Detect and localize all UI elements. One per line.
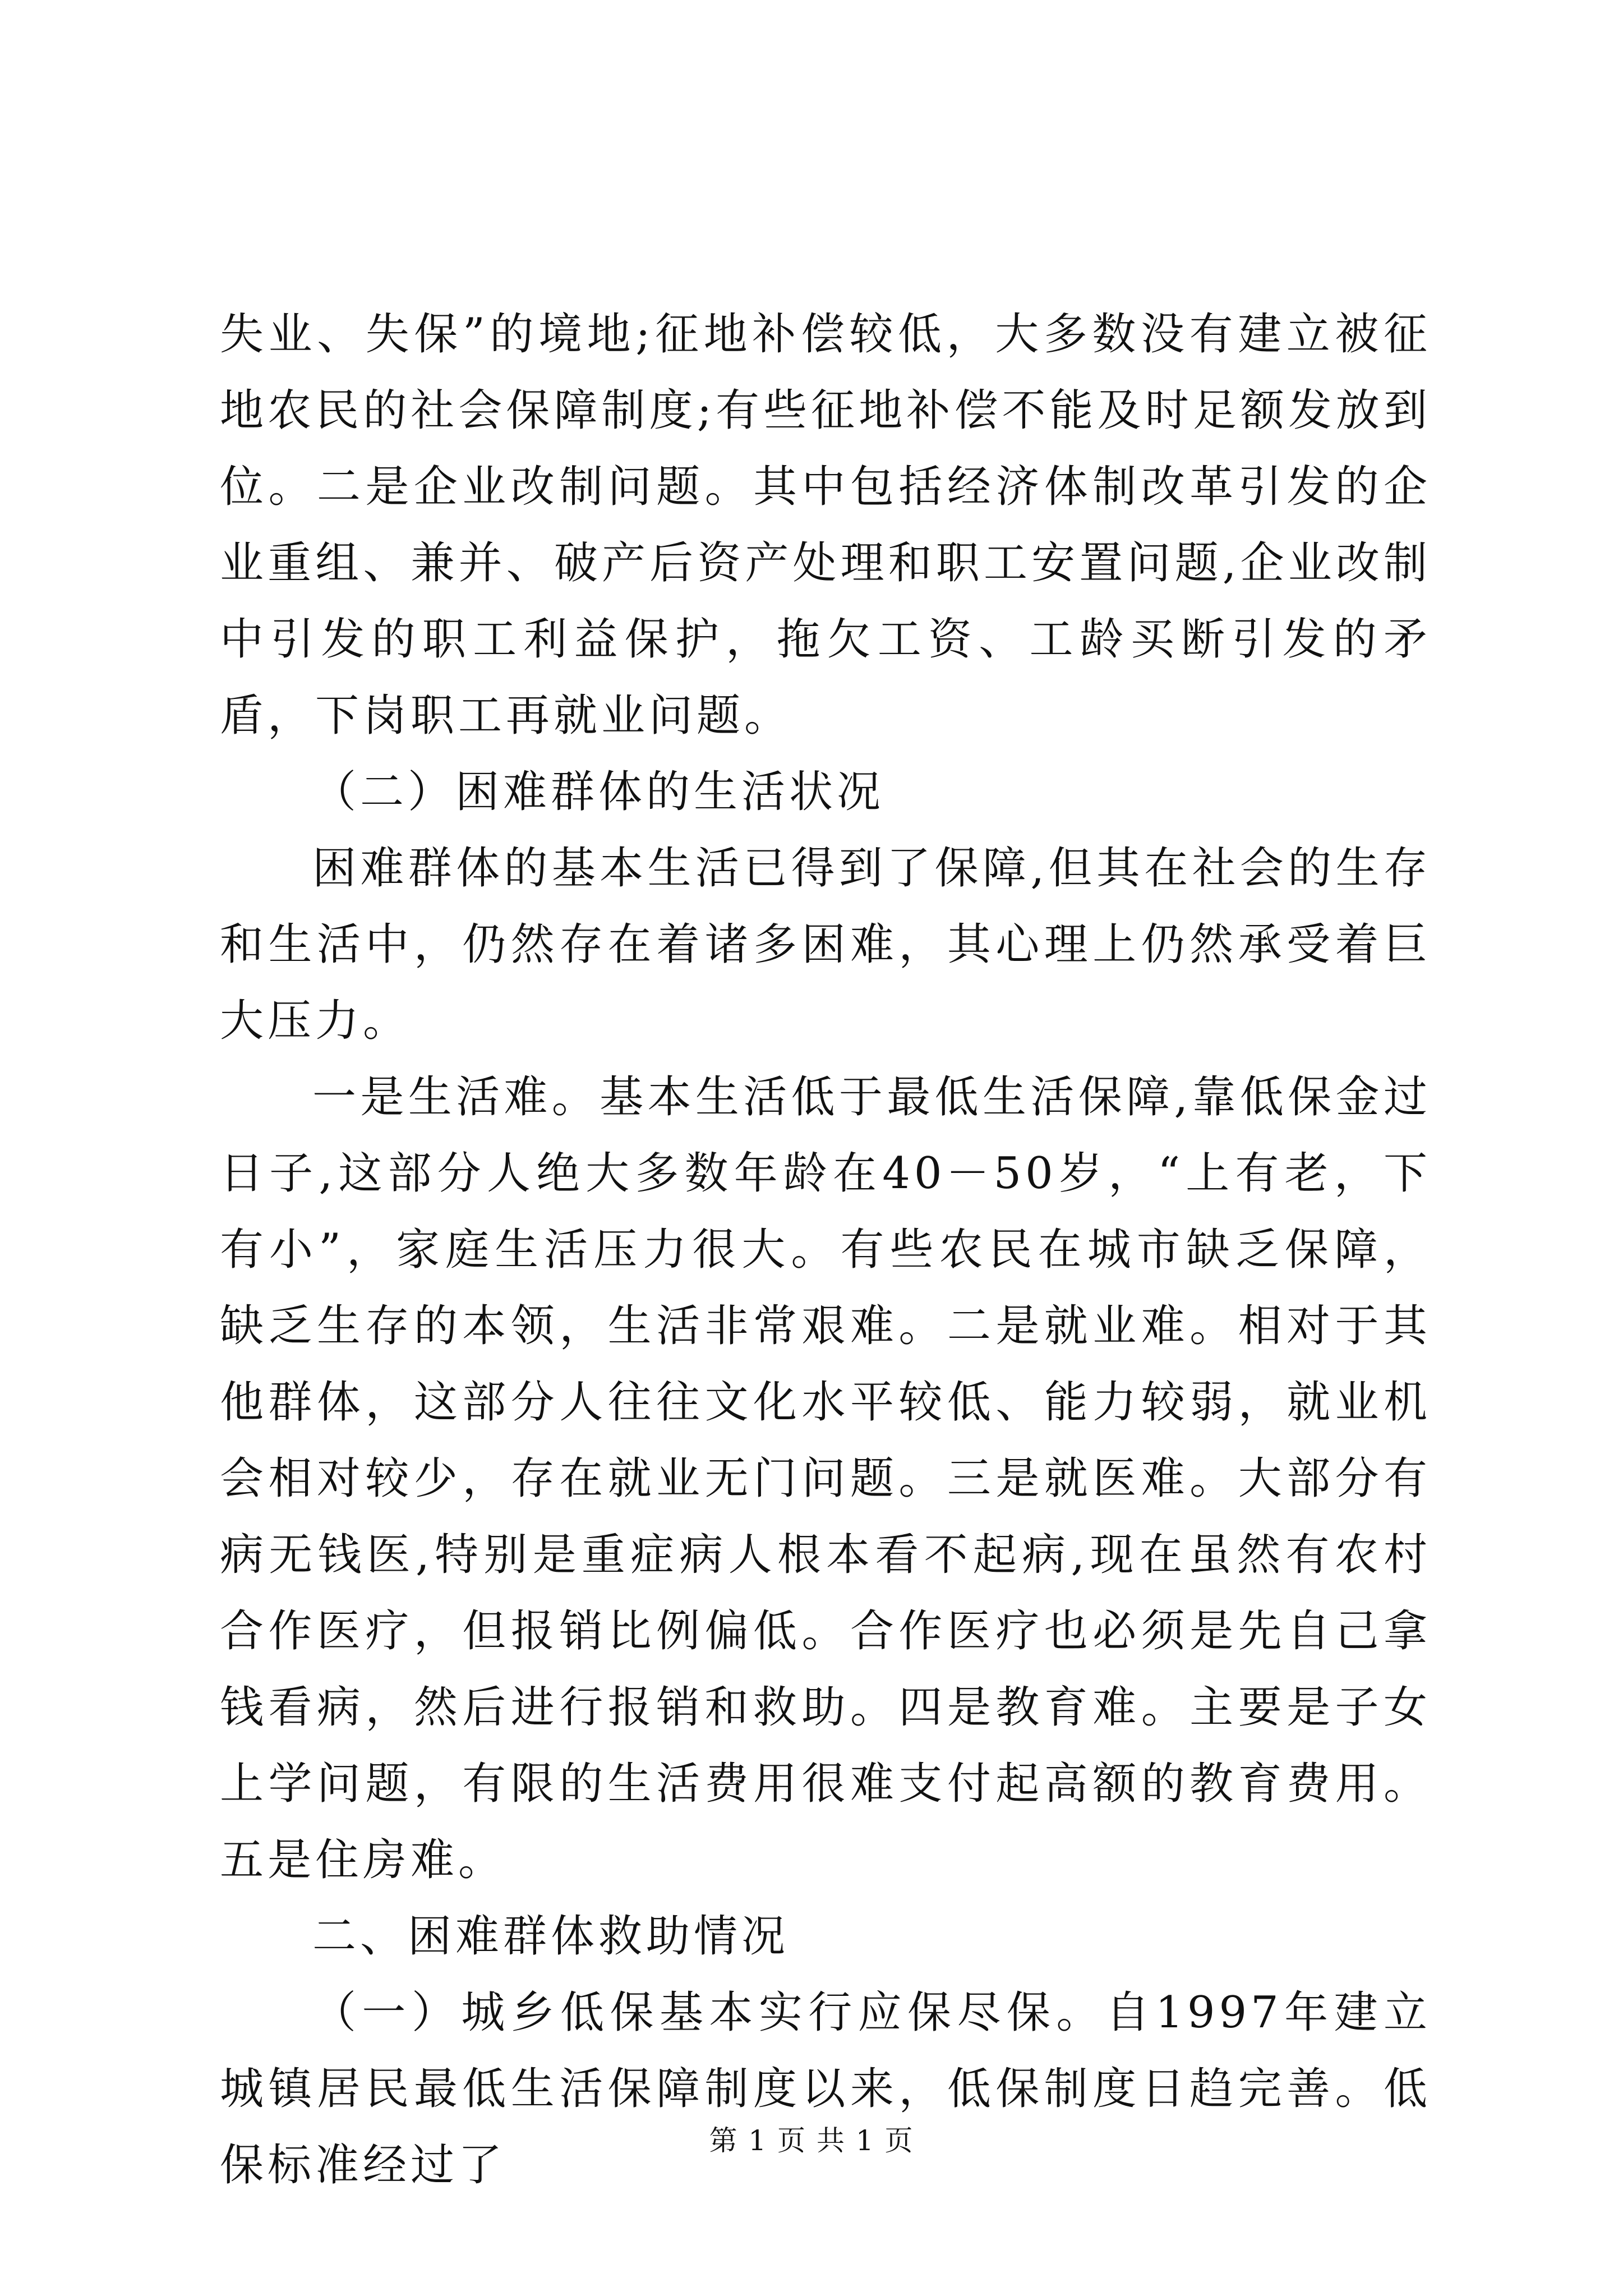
- subsection-heading-living-conditions: （二）困难群体的生活状况: [312, 767, 885, 817]
- page-footer: 第 1 页 共 1 页: [709, 2124, 914, 2157]
- paragraph-difficulties: 一是生活难。基本生活低于最低生活保障,靠低保金过日子,这部分人绝大多数年龄在40－50岁，“上有老，下有小”，家庭生活压力很大。有些农民在城市缺乏保障，缺乏生存的本领，生活非常艰难。二是就业难。相对于其他群体，这部分人往往文化水平较低、能力较弱，就业机会相对较少，存在就业无门问题。三是就医难。大部分有病无钱医,特别是重症病人根本看不起病,现在虽然有农村合作医疗，但报销比例偏低。合作医疗也必须是先自己拿钱看病，然后进行报销和救助。四是教育难。主要是子女上学问题，有限的生活费用很难支付起高额的教育费用。五是住房难。: [220, 1072, 1431, 1885]
- document-body: [220, 296, 1431, 2203]
- paragraph-continuation: 失业、失保”的境地;征地补偿较低，大多数没有建立被征地农民的社会保障制度;有些征地补偿不能及时足额发放到位。二是企业改制问题。其中包括经济体制改革引发的企业重组、兼并、破产后资产处理和职工安置问题,企业改制中引发的职工利益保护，拖欠工资、工龄买断引发的矛盾，下岗职工再就业问题。: [220, 309, 1431, 741]
- paragraph-minimum-living-security: （一）城乡低保基本实行应保尽保。自1997年建立城镇居民最低生活保障制度以来，低保制度日趋完善。低保标准经过了: [220, 1987, 1431, 2191]
- section-heading-assistance: 二、困难群体救助情况: [312, 1911, 790, 1962]
- paragraph-living-intro: 困难群体的基本生活已得到了保障,但其在社会的生存和生活中，仍然存在着诸多困难，其心理上仍然承受着巨大压力。: [220, 843, 1431, 1046]
